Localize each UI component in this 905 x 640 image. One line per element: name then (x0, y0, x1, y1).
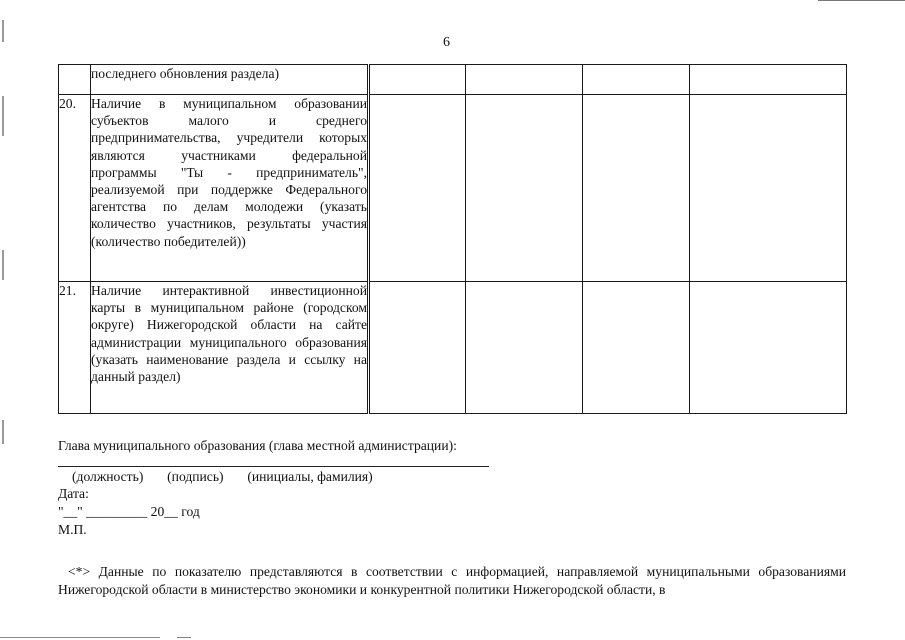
scan-margin-mark (2, 420, 4, 444)
signature-block (58, 437, 848, 537)
row-number: 21. (59, 282, 91, 414)
indicator-text: Наличие интерактивной инвестиционной карты в муниципальном районе (городском округе) Нижегородской области на сайте администрации муниципального образования (указать наименование раздела и ссылку на данный раздел) (91, 283, 367, 385)
indicator-description (91, 282, 369, 414)
scan-margin-mark (2, 20, 4, 42)
table-row (59, 65, 847, 95)
bottom-edge-tick (177, 637, 191, 638)
signature-captions: (должность) (подпись) (инициалы, фамилия) (72, 469, 373, 484)
value-cell (466, 95, 583, 282)
indicator-description (91, 65, 369, 95)
signature-line (58, 466, 489, 467)
row-number: 20. (59, 95, 91, 282)
indicator-text: последнего обновления раздела) (91, 66, 280, 81)
value-cell (466, 65, 583, 95)
head-title: Глава муниципального образования (глава местной администрации): (58, 438, 457, 453)
value-cell (369, 282, 466, 414)
scan-margin-mark (2, 250, 4, 280)
value-cell (690, 282, 847, 414)
scan-margin-mark (2, 96, 4, 136)
bottom-edge-line (0, 637, 160, 638)
footnote: <*> Данные по показателю представляются в соответствии с информацией, направляемой муниципальными образованиями Нижегородской области в министерство экономики и конкурентной политики Нижегородской области, в (58, 564, 846, 597)
date-line: "__" _________ 20__ год (58, 504, 200, 519)
table-row (59, 282, 847, 414)
value-cell (583, 95, 690, 282)
value-cell (466, 282, 583, 414)
indicator-description (91, 95, 369, 282)
value-cell (690, 65, 847, 95)
row-number (59, 65, 91, 95)
value-cell (369, 95, 466, 282)
page-number: 6 (443, 35, 450, 50)
date-label: Дата: (58, 486, 89, 501)
stamp-label: М.П. (58, 522, 87, 537)
value-cell (583, 282, 690, 414)
value-cell (369, 65, 466, 95)
value-cell (583, 65, 690, 95)
table-row (59, 95, 847, 282)
value-cell (690, 95, 847, 282)
indicator-text: Наличие в муниципальном образовании субъектов малого и среднего предпринимательства, учредители которых являются участниками федеральной программы "Ты - предприниматель", реализуемой при поддержке Федерального агентства по делам молодежи (указать количество участников, результаты участия (количество победителей)) (91, 96, 367, 249)
indicator-table (58, 64, 847, 414)
top-edge-line (818, 0, 905, 1)
